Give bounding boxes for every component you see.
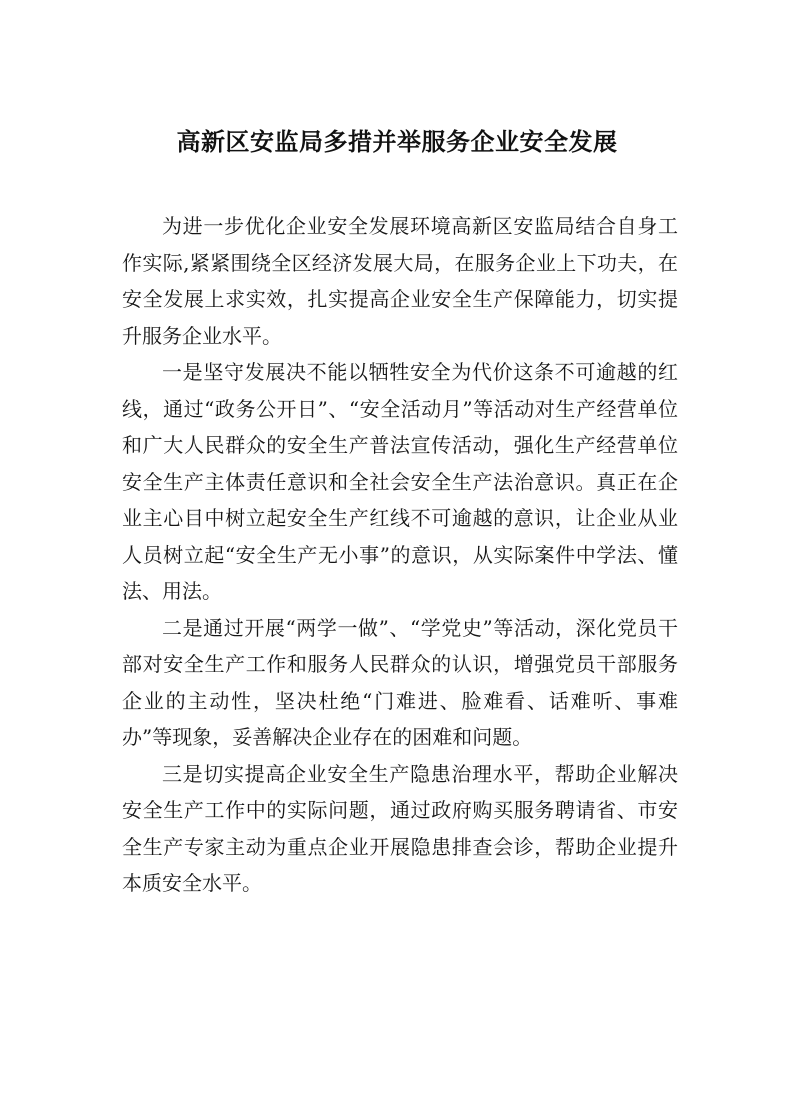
paragraph-point-two: 二是通过开展“两学一做”、“学党史”等活动，深化党员干部对安全生产工作和服务人民群众的认识，增强党员干部服务企业的主动性，坚决杜绝“门难进、脸难看、话难听、事难办”等现象，妥善解决企业存在的困难和问题。: [122, 615, 678, 749]
paragraph-point-three: 三是切实提高企业安全生产隐患治理水平，帮助企业解决安全生产工作中的实际问题，通过政府购买服务聘请省、市安全生产专家主动为重点企业开展隐患排查会诊，帮助企业提升本质安全水平。: [122, 761, 678, 895]
document-title: 高新区安监局多措并举服务企业安全发展: [176, 128, 618, 157]
document-body: [122, 208, 678, 902]
paragraph-intro: 为进一步优化企业安全发展环境高新区安监局结合自身工作实际,紧紧围绕全区经济发展大局，在服务企业上下功夫，在安全发展上求实效，扎实提高企业安全生产保障能力，切实提升服务企业水平。: [122, 214, 678, 348]
paragraph-point-one: 一是坚守发展决不能以牺牲安全为代价这条不可逾越的红线，通过“政务公开日”、“安全活动月”等活动对生产经营单位和广大人民群众的安全生产普法宣传活动，强化生产经营单位安全生产主体责任意识和全社会安全生产法治意识。真正在企业主心目中树立起安全生产红线不可逾越的意识，让企业从业人员树立起“安全生产无小事”的意识，从实际案件中学法、懂法、用法。: [122, 360, 678, 603]
